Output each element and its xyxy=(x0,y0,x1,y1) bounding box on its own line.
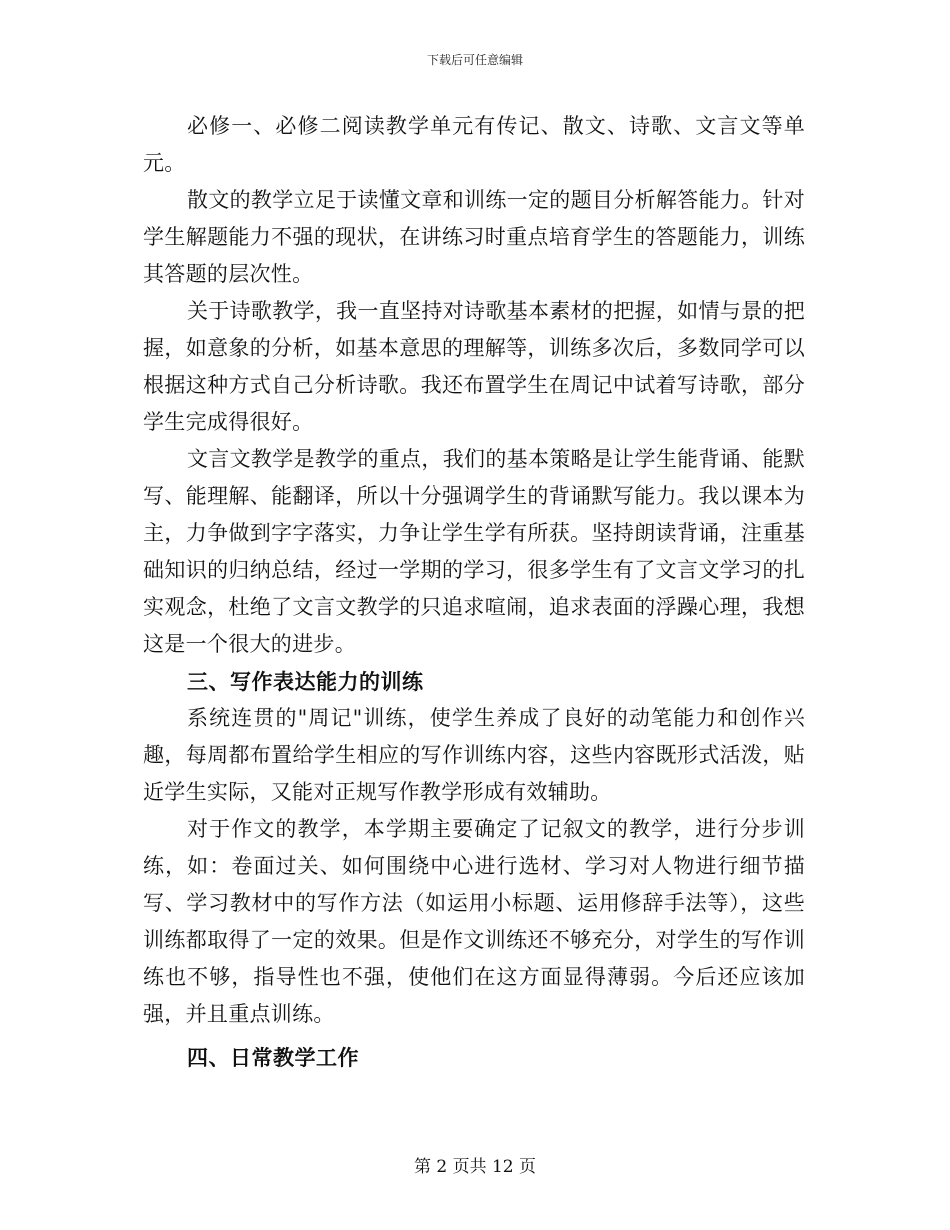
document-body xyxy=(143,108,805,1076)
section-heading-daily-work: 四、日常教学工作 xyxy=(187,1045,359,1070)
section-heading-writing: 三、写作表达能力的训练 xyxy=(187,669,424,694)
paragraph-composition-teaching: 对于作文的教学，本学期主要确定了记叙文的教学，进行分步训练，如：卷面过关、如何围绕中心进行选材、学习对人物进行细节描写、学习教材中的写作方法（如运用小标题、运用修辞手法等），这些训练都取得了一定的效果。但是作文训练还不够充分，对学生的写作训练也不够，指导性也不强，使他们在这方面显得薄弱。今后还应该加强，并且重点训练。 xyxy=(143,817,805,1026)
paragraph-prose-teaching: 散文的教学立足于读懂文章和训练一定的题目分析解答能力。针对学生解题能力不强的现状，在讲练习时重点培育学生的答题能力，训练其答题的层次性。 xyxy=(143,188,805,286)
paragraph-classical-chinese: 文言文教学是教学的重点，我们的基本策略是让学生能背诵、能默写、能理解、能翻译，所以十分强调学生的背诵默写能力。我以课本为主，力争做到字字落实，力争让学生学有所获。坚持朗读背诵，注重基础知识的归纳总结，经过一学期的学习，很多学生有了文言文学习的扎实观念，杜绝了文言文教学的只追求喧闹，追求表面的浮躁心理，我想这是一个很大的进步。 xyxy=(143,447,805,656)
page-number-footer: 第 2 页共 12 页 xyxy=(413,1157,537,1177)
paragraph-weekly-journal: 系统连贯的"周记"训练，使学生养成了良好的动笔能力和创作兴趣，每周都布置给学生相应的写作训练内容，这些内容既形式活泼，贴近学生实际，又能对正规写作教学形成有效辅助。 xyxy=(143,706,805,804)
paragraph-reading-units: 必修一、必修二阅读教学单元有传记、散文、诗歌、文言文等单元。 xyxy=(143,114,805,175)
page-header-note: 下载后可任意编辑 xyxy=(426,53,523,67)
paragraph-poetry-teaching: 关于诗歌教学，我一直坚持对诗歌基本素材的把握，如情与景的把握，如意象的分析，如基本意思的理解等，训练多次后，多数同学可以根据这种方式自己分析诗歌。我还布置学生在周记中试着写诗歌，部分学生完成得很好。 xyxy=(143,299,805,434)
